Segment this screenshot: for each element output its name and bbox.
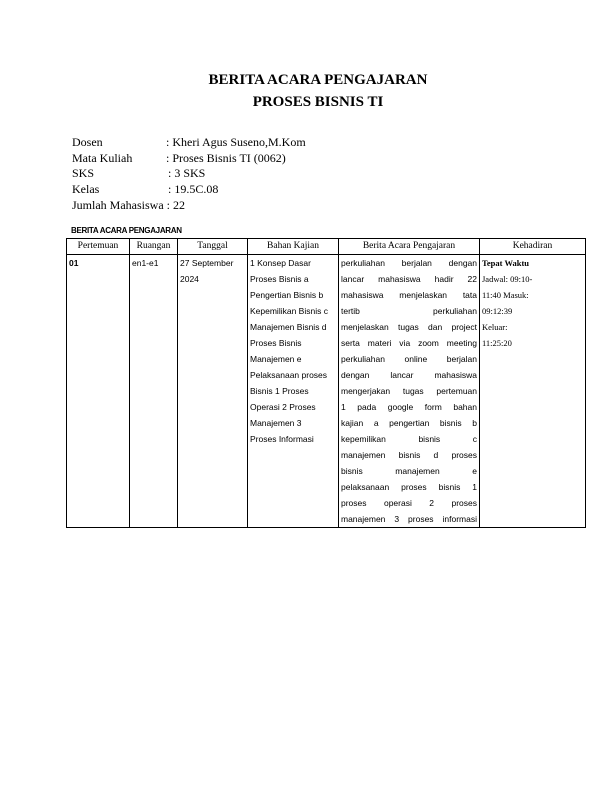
header-bahan-kajian: Bahan Kajian <box>248 239 339 255</box>
info-value: : 19.5C.08 <box>168 182 219 197</box>
berita-line: mengerjakan tugas pertemuan <box>341 386 477 396</box>
bahan-line: Proses Informasi <box>250 434 314 444</box>
kehadiran-line: 09:12:39 <box>482 306 513 316</box>
bahan-line: 1 Konsep Dasar <box>250 258 311 268</box>
info-row-jumlah-mahasiswa <box>72 198 306 214</box>
info-row-sks <box>72 166 306 182</box>
bahan-line: Pengertian Bisnis b <box>250 290 324 300</box>
berita-line: tertib perkuliahan <box>341 306 477 316</box>
info-value: : Kheri Agus Suseno,M.Kom <box>166 135 306 149</box>
info-block <box>72 135 306 213</box>
bahan-line: Kepemilikan Bisnis c <box>250 306 328 316</box>
cell-ruangan: en1-e1 <box>130 255 178 528</box>
table-row <box>67 255 586 528</box>
berita-line: manajemen bisnis d proses <box>341 450 477 460</box>
kehadiran-status: Tepat Waktu <box>482 258 530 268</box>
page-title: BERITA ACARA PENGAJARAN <box>208 72 428 88</box>
bahan-line: Proses Bisnis a <box>250 274 309 284</box>
berita-line: lancar mahasiswa hadir 22 <box>341 274 477 284</box>
page-subtitle: PROSES BISNIS TI <box>252 94 384 110</box>
berita-line: kepemilikan bisnis c <box>341 434 477 444</box>
berita-line: menjelaskan tugas dan project <box>341 322 477 332</box>
info-value: : 22 <box>166 197 185 212</box>
info-value: : Proses Bisnis TI (0062) <box>166 150 286 165</box>
kehadiran-line: 11:25:20 <box>482 338 512 348</box>
kehadiran-line: Keluar: <box>482 322 508 332</box>
kehadiran-line: Jadwal: 09:10- <box>482 274 533 284</box>
berita-line: 1 pada google form bahan <box>341 402 477 412</box>
header-kehadiran: Kehadiran <box>480 239 586 255</box>
header-pertemuan: Pertemuan <box>67 239 130 255</box>
info-label: Kelas <box>72 182 100 197</box>
cell-tanggal <box>178 255 248 528</box>
info-label: Dosen <box>72 135 103 149</box>
info-label: Mata Kuliah <box>72 150 133 165</box>
info-value: : 3 SKS <box>168 166 206 181</box>
cell-bahan-kajian <box>248 255 339 528</box>
bahan-line: Pelaksanaan proses <box>250 370 328 380</box>
bahan-line: Bisnis 1 Proses <box>250 386 309 396</box>
berita-line: serta materi via zoom meeting <box>341 338 477 348</box>
bahan-line: Proses Bisnis <box>250 338 302 348</box>
berita-line: mahasiswa menjelaskan tata <box>341 290 477 300</box>
info-row-kelas <box>72 182 306 198</box>
berita-line: kajian a pengertian bisnis b <box>341 418 477 428</box>
cell-pertemuan: 01 <box>67 255 130 528</box>
info-row-dosen <box>72 135 306 151</box>
cell-berita-acara <box>339 255 480 528</box>
info-label: SKS <box>72 166 95 181</box>
bahan-line: Manajemen e <box>250 354 302 364</box>
bahan-line: Manajemen Bisnis d <box>250 322 327 332</box>
berita-line: perkuliahan online berjalan <box>341 354 477 364</box>
header-berita-acara: Berita Acara Pengajaran <box>339 239 480 255</box>
header-tanggal: Tanggal <box>178 239 248 255</box>
table-header-row <box>67 239 586 255</box>
berita-acara-table <box>66 238 586 528</box>
bahan-line: Operasi 2 Proses <box>250 402 316 412</box>
tanggal-line: 27 September <box>180 258 234 268</box>
berita-line: dengan lancar mahasiswa <box>341 370 477 380</box>
berita-line: pelaksanaan proses bisnis 1 <box>341 482 477 492</box>
info-label: Jumlah Mahasiswa <box>72 197 164 212</box>
cell-kehadiran <box>480 255 586 528</box>
berita-line: manajemen 3 proses informasi <box>341 514 477 524</box>
section-label: BERITA ACARA PENGAJARAN <box>71 226 182 235</box>
berita-line: bisnis manajemen e <box>341 466 477 476</box>
kehadiran-line: 11:40 Masuk: <box>482 290 529 300</box>
tanggal-line: 2024 <box>180 274 199 284</box>
bahan-line: Manajemen 3 <box>250 418 302 428</box>
berita-line: perkuliahan berjalan dengan <box>341 258 477 268</box>
info-row-mata-kuliah <box>72 151 306 167</box>
berita-line: proses operasi 2 proses <box>341 498 477 508</box>
header-ruangan: Ruangan <box>130 239 178 255</box>
